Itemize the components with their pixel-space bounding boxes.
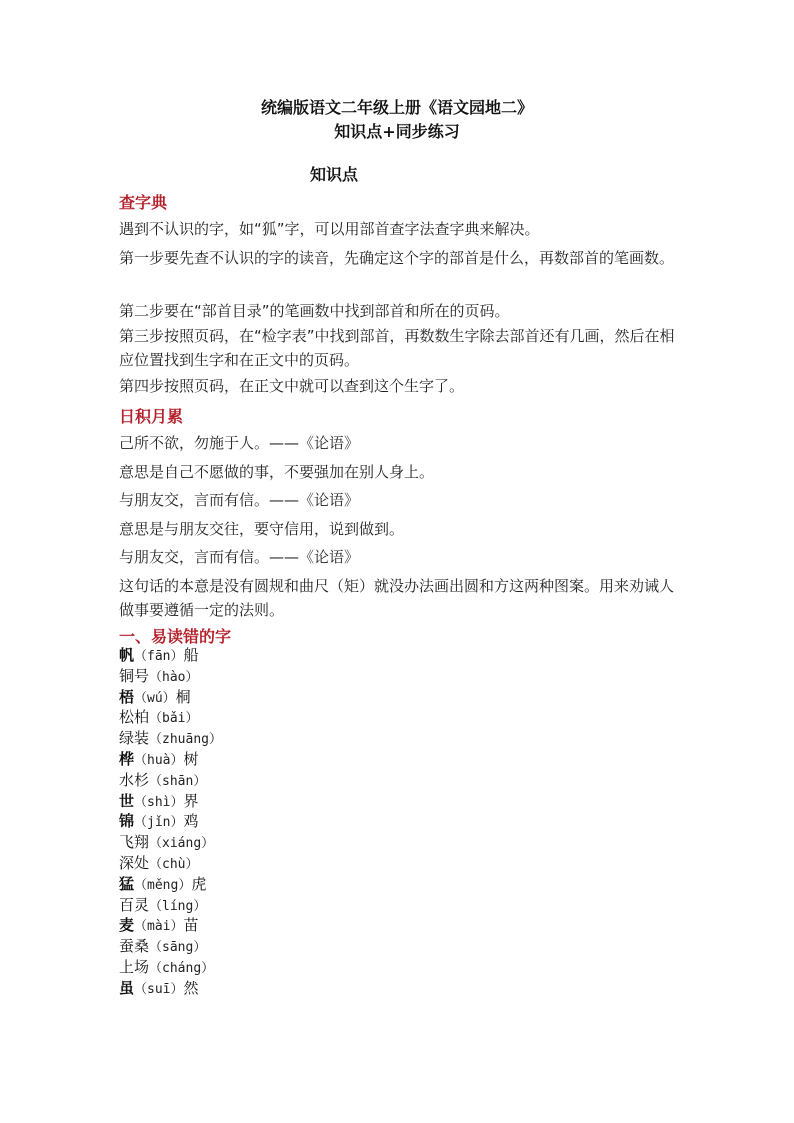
word-pinyin: （fān） — [134, 649, 184, 664]
word-characters: 虽 — [119, 978, 135, 997]
list-item — [119, 853, 222, 874]
word-pinyin: （suī） — [134, 981, 184, 997]
word-characters: 帆 — [119, 646, 135, 664]
lookup-paragraph-3: 第二步要在“部首目录”的笔画数中找到部首和所在的页码。 — [119, 302, 510, 320]
list-item — [119, 936, 222, 957]
word-trailing-character: 然 — [183, 978, 199, 997]
word-pinyin: （cháng） — [149, 960, 215, 976]
word-trailing-character: 船 — [183, 646, 199, 664]
accumulation-paragraph-3: 与朋友交，言而有信。——《论语》 — [119, 491, 360, 509]
list-item — [119, 832, 222, 853]
accumulation-paragraph-6: 这句话的本意是没有圆规和曲尺（矩）就没办法画出圆和方这两种图案。用来劝诫人做事要遵循一定的法则。 — [119, 577, 675, 619]
word-pinyin: （líng） — [149, 898, 207, 914]
word-trailing-character: 苗 — [183, 916, 199, 935]
word-characters: 梧 — [119, 687, 135, 706]
list-item — [119, 874, 222, 895]
word-characters: 水杉 — [119, 770, 150, 789]
lookup-paragraph-5: 第四步按照页码，在正文中就可以查到这个生字了。 — [119, 377, 465, 395]
lookup-paragraph-2: 第一步要先查不认识的字的读音，先确定这个字的部首是什么，再数部首的笔画数。 — [119, 249, 675, 267]
word-characters: 飞翔 — [119, 833, 150, 852]
word-pinyin: （shì） — [134, 794, 184, 810]
document-title: 统编版语文二年级上册《语文园地二》 — [260, 98, 533, 117]
word-characters: 深处 — [119, 853, 150, 872]
word-trailing-character: 树 — [183, 749, 199, 768]
list-item — [119, 895, 222, 916]
word-characters: 桦 — [119, 749, 135, 768]
word-pinyin: （xiáng） — [149, 836, 215, 852]
list-item — [119, 687, 222, 708]
word-trailing-character: 鸡 — [183, 812, 199, 831]
word-pinyin: （měng） — [134, 877, 192, 893]
word-characters: 绿装 — [119, 729, 150, 748]
list-item — [119, 978, 222, 999]
misread-word-list — [119, 645, 222, 999]
list-item — [119, 707, 222, 728]
word-trailing-character: 界 — [183, 791, 199, 810]
word-pinyin: （chù） — [149, 856, 199, 872]
lookup-paragraph-1: 遇到不认识的字，如“狐”字，可以用部首查字法查字典来解决。 — [119, 220, 540, 238]
word-pinyin: （huà） — [134, 752, 184, 768]
accumulation-paragraph-4: 意思是与朋友交往，要守信用，说到做到。 — [119, 520, 405, 538]
word-characters: 蚕桑 — [119, 937, 150, 956]
accumulation-paragraph-1: 己所不欲，勿施于人。——《论语》 — [119, 434, 360, 452]
word-trailing-character: 虎 — [191, 874, 207, 893]
word-pinyin: （bǎi） — [149, 711, 199, 727]
word-characters: 麦 — [119, 916, 135, 935]
heading-daily-accumulation: 日积月累 — [119, 407, 184, 426]
word-pinyin: （wú） — [134, 690, 176, 706]
list-item — [119, 957, 222, 978]
word-characters: 世 — [119, 791, 135, 810]
accumulation-paragraph-2: 意思是自己不愿做的事，不要强加在别人身上。 — [119, 463, 435, 481]
word-characters: 猛 — [119, 874, 135, 893]
heading-misread-words: 一、易读错的字 — [119, 627, 232, 646]
word-pinyin: （shān） — [149, 773, 207, 789]
word-characters: 铜号 — [119, 666, 150, 685]
word-pinyin: （jǐn） — [134, 815, 184, 831]
accumulation-paragraph-5: 与朋友交，言而有信。——《论语》 — [119, 548, 360, 566]
word-characters: 松柏 — [119, 708, 150, 727]
document-subtitle: 知识点+同步练习 — [334, 122, 460, 141]
list-item — [119, 791, 222, 812]
list-item — [119, 666, 222, 687]
list-item — [119, 728, 222, 749]
word-pinyin: （sāng） — [149, 940, 207, 956]
list-item — [119, 749, 222, 770]
list-item — [119, 645, 222, 666]
word-trailing-character: 桐 — [175, 687, 191, 706]
list-item — [119, 811, 222, 832]
heading-lookup-dictionary: 查字典 — [119, 193, 168, 212]
word-characters: 上场 — [119, 957, 150, 976]
word-pinyin: （zhuāng） — [149, 732, 222, 748]
word-characters: 锦 — [119, 812, 135, 831]
lookup-paragraph-4: 第三步按照页码，在“检字表”中找到部首，再数数生字除去部首还有几画，然后在相应位置找到生字和在正文中的页码。 — [119, 327, 675, 369]
word-pinyin: （hào） — [149, 669, 199, 685]
word-pinyin: （mài） — [134, 919, 184, 935]
list-item — [119, 770, 222, 791]
list-item — [119, 915, 222, 936]
section-label: 知识点 — [310, 165, 359, 184]
word-characters: 百灵 — [119, 895, 150, 914]
